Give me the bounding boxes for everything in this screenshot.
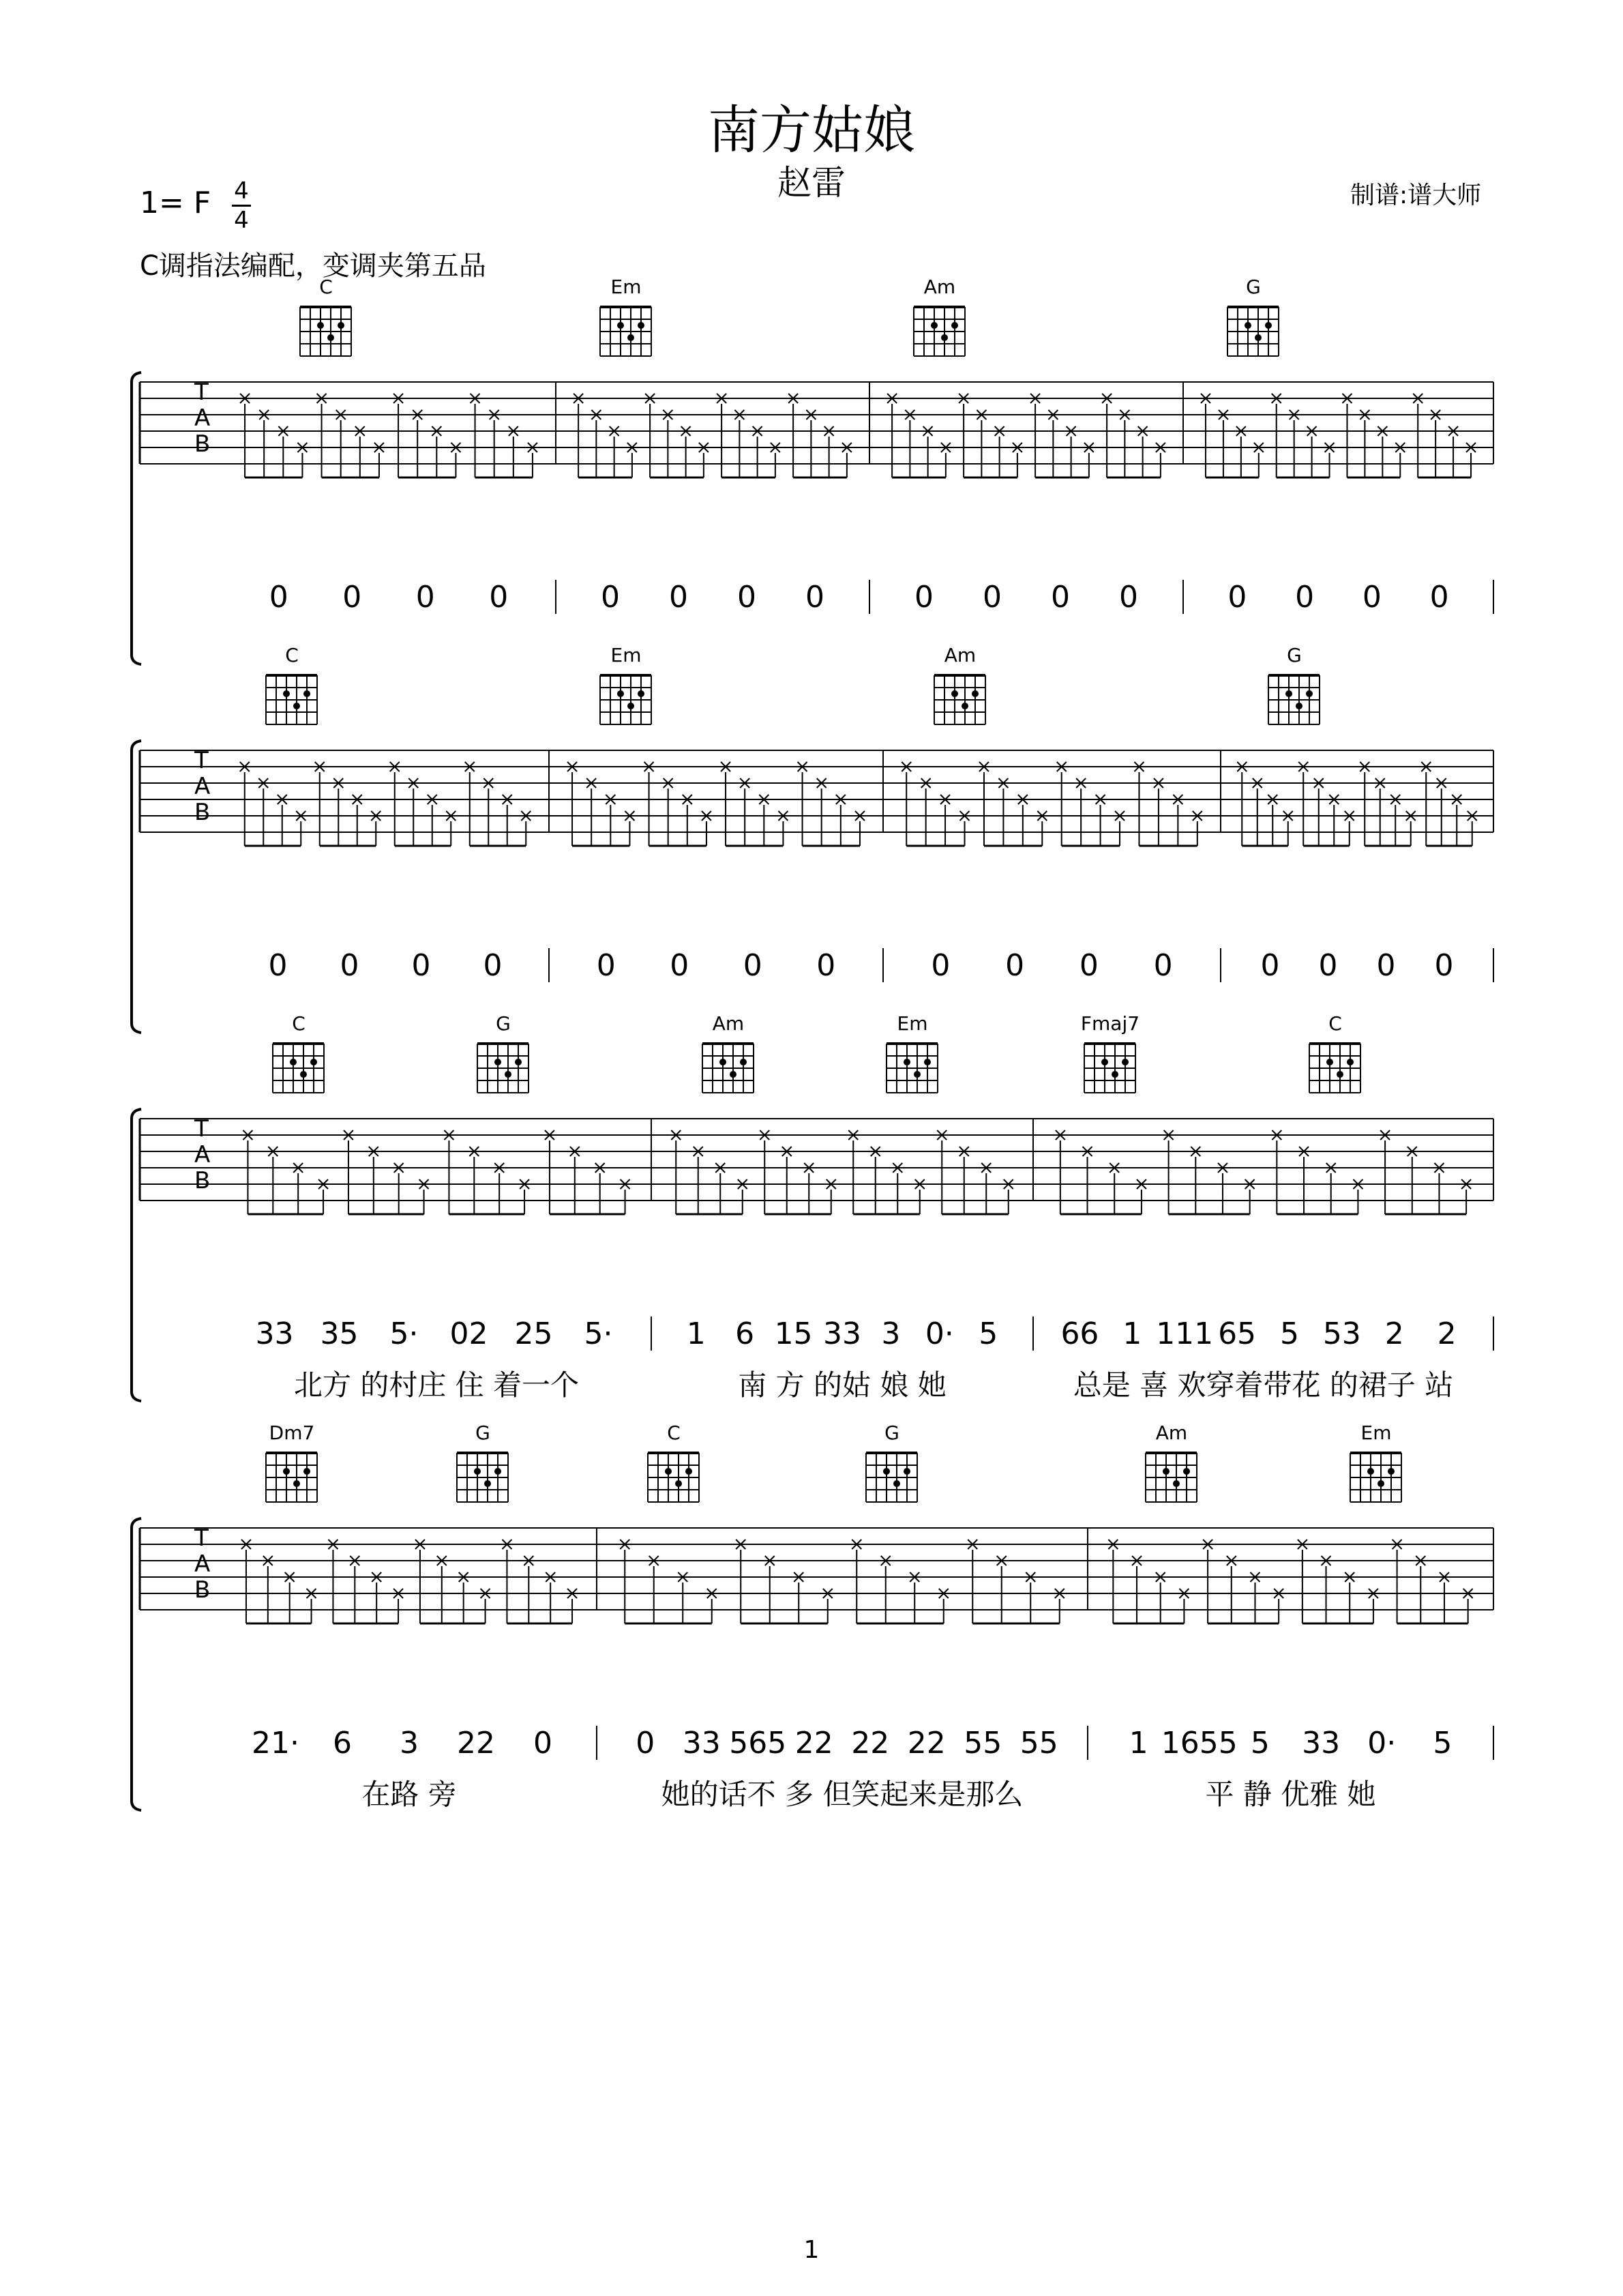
jianpu-note: 0 — [1153, 948, 1173, 983]
jianpu-note: 22 — [851, 1726, 890, 1761]
jianpu-note: 15 — [774, 1316, 813, 1351]
jianpu-note: 22 — [457, 1726, 495, 1761]
jianpu-note: 0 — [596, 948, 616, 983]
jianpu-note: 0 — [983, 580, 1002, 615]
jianpu-note: 1 — [1122, 1316, 1142, 1351]
chord-name: Am — [944, 644, 977, 666]
tab-clef-letter: T — [194, 379, 209, 406]
jianpu-note: 5 — [1250, 1726, 1270, 1761]
jianpu-note: 55 — [964, 1726, 1002, 1761]
jianpu-note: 0 — [483, 948, 503, 983]
chord-diagram — [266, 644, 317, 724]
chord-name: Am — [923, 276, 956, 298]
chord-diagram — [1309, 1012, 1360, 1093]
jianpu-note: 0 — [670, 948, 689, 983]
transcriber-credit: 制谱:谱大师 — [1350, 181, 1482, 209]
chord-name: Am — [1155, 1422, 1188, 1444]
jianpu-note: 5 — [979, 1316, 998, 1351]
chord-diagram — [887, 1012, 938, 1093]
jianpu-note: 5 — [1433, 1726, 1453, 1761]
music-system — [132, 644, 1493, 1033]
jianpu-note: 6 — [333, 1726, 352, 1761]
chord-diagram — [300, 276, 351, 356]
jianpu-note: 1 — [1129, 1726, 1148, 1761]
jianpu-note: 3 — [881, 1316, 901, 1351]
chord-diagram — [648, 1422, 699, 1502]
jianpu-note: 0 — [669, 580, 688, 615]
chord-diagram — [1146, 1422, 1197, 1502]
jianpu-note: 6 — [735, 1316, 755, 1351]
jianpu-note: 111 — [1156, 1316, 1214, 1351]
chord-name: C — [1328, 1012, 1342, 1035]
music-system — [132, 276, 1493, 664]
chord-name: Fmaj7 — [1080, 1012, 1140, 1035]
time-signature-bottom: 4 — [234, 207, 249, 234]
tab-clef-letter: A — [194, 773, 211, 800]
jianpu-note: 0· — [925, 1316, 954, 1351]
jianpu-note: 1 — [686, 1316, 706, 1351]
time-signature-top: 4 — [234, 177, 249, 205]
tab-clef-letter: A — [194, 1550, 211, 1578]
jianpu-note: 65 — [1218, 1316, 1257, 1351]
chord-diagram — [600, 276, 651, 356]
lyric-line: 在路 旁 — [361, 1778, 457, 1811]
tab-clef-letter: B — [194, 1576, 211, 1604]
chord-name: C — [292, 1012, 306, 1035]
chord-diagram — [273, 1012, 324, 1093]
chord-diagram — [1350, 1422, 1401, 1502]
chord-name: Em — [1360, 1422, 1392, 1444]
jianpu-note: 1655 — [1161, 1726, 1238, 1761]
jianpu-note: 0 — [489, 580, 509, 615]
chord-diagram — [1081, 1012, 1140, 1093]
jianpu-note: 5· — [389, 1316, 419, 1351]
jianpu-note: 2 — [1384, 1316, 1404, 1351]
jianpu-note: 55 — [1019, 1726, 1058, 1761]
tab-clef-letter: B — [194, 1167, 211, 1194]
jianpu-note: 33 — [255, 1316, 294, 1351]
jianpu-note: 0· — [1367, 1726, 1397, 1761]
jianpu-note: 0 — [415, 580, 435, 615]
jianpu-note: 3 — [400, 1726, 419, 1761]
chord-name: G — [475, 1422, 490, 1444]
jianpu-note: 565 — [729, 1726, 787, 1761]
jianpu-note: 0 — [1429, 580, 1449, 615]
jianpu-note: 22 — [907, 1726, 946, 1761]
lyric-line: 北方 的村庄 住 着一个 — [293, 1368, 580, 1402]
tab-clef-letter: B — [194, 430, 211, 458]
jianpu-note: 0 — [1227, 580, 1247, 615]
jianpu-note: 0 — [1051, 580, 1070, 615]
artist-name: 赵雷 — [777, 163, 846, 203]
chord-diagram — [702, 1012, 754, 1093]
chord-name: C — [285, 644, 299, 666]
jianpu-note: 0 — [1318, 948, 1338, 983]
jianpu-note: 0 — [1376, 948, 1396, 983]
jianpu-note: 2 — [1437, 1316, 1457, 1351]
chord-name: G — [1287, 644, 1302, 666]
jianpu-note: 0 — [269, 580, 288, 615]
jianpu-note: 0 — [342, 580, 362, 615]
chord-name: G — [496, 1012, 511, 1035]
chord-name: C — [319, 276, 333, 298]
chord-name: Em — [897, 1012, 928, 1035]
jianpu-note: 25 — [514, 1316, 553, 1351]
jianpu-note: 22 — [794, 1726, 833, 1761]
song-title: 南方姑娘 — [708, 100, 915, 160]
chord-diagram — [477, 1012, 528, 1093]
jianpu-note: 0 — [1119, 580, 1138, 615]
jianpu-note: 0 — [268, 948, 288, 983]
jianpu-note: 53 — [1322, 1316, 1361, 1351]
chord-name: Em — [610, 276, 642, 298]
jianpu-note: 5 — [1279, 1316, 1299, 1351]
jianpu-note: 0 — [601, 580, 620, 615]
capo-note: C调指法编配，变调夹第五品 — [140, 250, 486, 282]
lyric-line: 总是 喜 欢穿着带花 的裙子 站 — [1073, 1368, 1454, 1402]
chord-diagram — [914, 276, 965, 356]
chord-name: Em — [610, 644, 642, 666]
jianpu-note: 0 — [805, 580, 824, 615]
jianpu-note: 0 — [411, 948, 431, 983]
tab-clef-letter: B — [194, 799, 211, 826]
jianpu-note: 0 — [1005, 948, 1025, 983]
chord-diagram — [1227, 276, 1279, 356]
tab-clef-letter: A — [194, 404, 211, 432]
jianpu-note: 66 — [1060, 1316, 1099, 1351]
jianpu-note: 0 — [914, 580, 934, 615]
chord-name: G — [884, 1422, 899, 1444]
jianpu-note: 0 — [1079, 948, 1099, 983]
jianpu-note: 0 — [533, 1726, 552, 1761]
chord-name: Am — [712, 1012, 745, 1035]
jianpu-note: 35 — [320, 1316, 359, 1351]
jianpu-note: 0 — [931, 948, 951, 983]
chord-name: Dm7 — [269, 1422, 315, 1444]
tab-clef-letter: T — [194, 1525, 209, 1552]
key-signature: 1= F — [140, 186, 211, 220]
jianpu-note: 33 — [682, 1726, 721, 1761]
jianpu-note: 0 — [743, 948, 762, 983]
lyric-line: 她的话不 多 但笑起来是那么 — [661, 1778, 1024, 1811]
tab-clef-letter: T — [194, 1115, 209, 1143]
chord-name: C — [667, 1422, 681, 1444]
jianpu-note: 5· — [584, 1316, 613, 1351]
jianpu-note: 0 — [1260, 948, 1280, 983]
lyric-line: 南 方 的姑 娘 她 — [738, 1368, 947, 1402]
jianpu-note: 0 — [816, 948, 836, 983]
jianpu-note: 21· — [252, 1726, 299, 1761]
jianpu-note: 02 — [449, 1316, 488, 1351]
music-system — [132, 1422, 1493, 1811]
jianpu-note: 33 — [823, 1316, 861, 1351]
jianpu-note: 0 — [340, 948, 359, 983]
page-number: 1 — [803, 2236, 820, 2264]
chord-name: G — [1246, 276, 1261, 298]
jianpu-note: 0 — [636, 1726, 655, 1761]
chord-diagram — [1268, 644, 1320, 724]
jianpu-note: 0 — [1295, 580, 1315, 615]
music-system — [132, 1012, 1493, 1402]
jianpu-note: 0 — [737, 580, 756, 615]
chord-diagram — [266, 1422, 317, 1502]
jianpu-note: 0 — [1362, 580, 1382, 615]
tab-clef-letter: A — [194, 1141, 211, 1168]
chord-diagram — [600, 644, 651, 724]
jianpu-note: 33 — [1302, 1726, 1341, 1761]
tab-clef-letter: T — [194, 747, 209, 774]
jianpu-note: 0 — [1434, 948, 1454, 983]
chord-diagram — [866, 1422, 917, 1502]
chord-diagram — [457, 1422, 508, 1502]
lyric-line: 平 静 优雅 她 — [1205, 1778, 1376, 1811]
chord-diagram — [934, 644, 985, 724]
